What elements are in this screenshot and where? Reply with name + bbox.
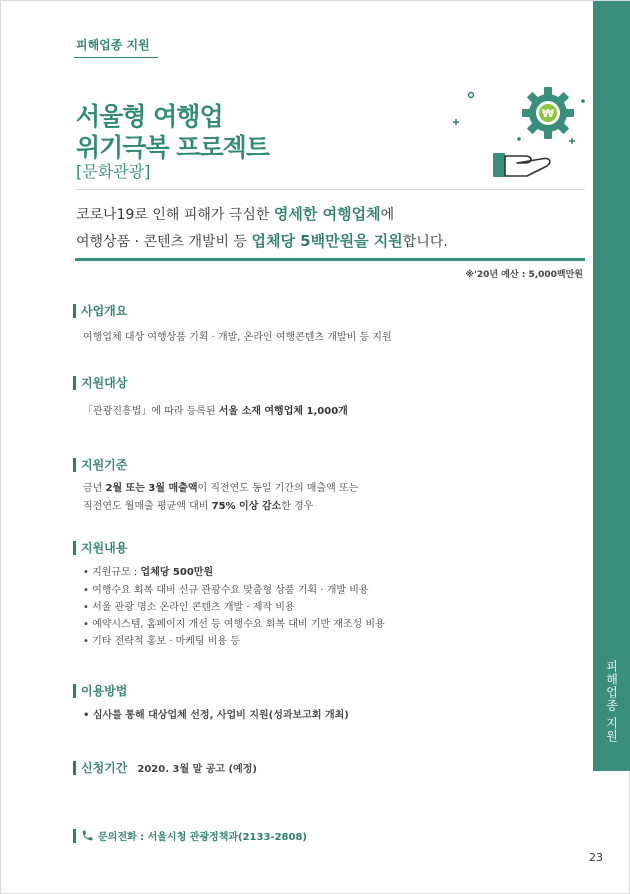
intro-line1: 코로나19로 인해 피해가 극심한 영세한 여행업체에 xyxy=(76,205,395,223)
intro-divider xyxy=(75,189,585,190)
hand-gear-won-icon xyxy=(449,83,589,183)
svg-text:₩: ₩ xyxy=(541,107,555,120)
intro-highlight1: 영세한 여행업체 xyxy=(273,205,381,223)
content-item-system: • 예약시스템, 홈페이지 개선 등 여행수요 회복 대비 기반 재조성 비용 xyxy=(83,619,385,630)
period-value: 2020. 3월 말 공고 (예정) xyxy=(137,764,257,775)
side-tab xyxy=(593,1,630,771)
intro-line2: 여행상품 · 콘텐츠 개발비 등 업체당 5백만원을 지원합니다. xyxy=(76,232,448,250)
section-criteria-heading: 지원기준 xyxy=(73,456,127,473)
category-underline xyxy=(74,57,158,58)
criteria-line1: 금년 2월 또는 3월 매출액이 직전연도 동일 기간의 매출액 또는 xyxy=(83,483,359,494)
section-overview-heading: 사업개요 xyxy=(73,302,127,319)
content-item-product: • 여행수요 회복 대비 신규 관광수요 맞춤형 상품 기획 · 개발 비용 xyxy=(83,585,369,596)
side-tab-label: 피해업종 지원 xyxy=(604,659,619,743)
content-item-scale: • 지원규모 : 업체당 500만원 xyxy=(83,567,214,578)
period-label: 신청기간 xyxy=(81,761,128,775)
page-number: 23 xyxy=(589,851,603,864)
content-item-online: • 서울 관광 명소 온라인 콘텐츠 개발 · 제작 비용 xyxy=(83,602,295,613)
intro-bar xyxy=(75,258,585,261)
method-text: • 심사를 통해 대상업체 선정, 사업비 지원(성과보고회 개최) xyxy=(83,710,349,721)
target-text: 「관광진흥법」에 따라 등록된 서울 소재 여행업체 1,000개 xyxy=(83,406,348,417)
contact-text: 문의전화 : 서울시청 관광정책과(2133-2808) xyxy=(98,832,307,843)
page-title-line1: 서울형 여행업 xyxy=(76,102,223,131)
intro-highlight2: 업체당 5백만원을 지원 xyxy=(251,232,403,250)
content-item-marketing: • 기타 전략적 홍보 · 마케팅 비용 등 xyxy=(83,636,240,647)
budget-note: ※'20년 예산 : 5,000백만원 xyxy=(465,270,583,280)
phone-icon xyxy=(81,829,94,842)
contact-info xyxy=(73,828,307,843)
section-content-heading: 지원내용 xyxy=(73,539,127,556)
page-title-category: [문화관광] xyxy=(76,162,151,181)
overview-text: 여행업체 대상 여행상품 기획 · 개발, 온라인 여행콘텐츠 개발비 등 지원 xyxy=(83,332,392,343)
page-title-line2: 위기극복 프로젝트 xyxy=(76,133,269,162)
section-period xyxy=(73,759,257,776)
criteria-line2: 직전연도 월매출 평균액 대비 75% 이상 감소한 경우 xyxy=(83,501,314,512)
section-method-heading: 이용방법 xyxy=(73,682,127,699)
section-target-heading: 지원대상 xyxy=(73,374,127,391)
category-label: 피해업종 지원 xyxy=(76,38,150,52)
